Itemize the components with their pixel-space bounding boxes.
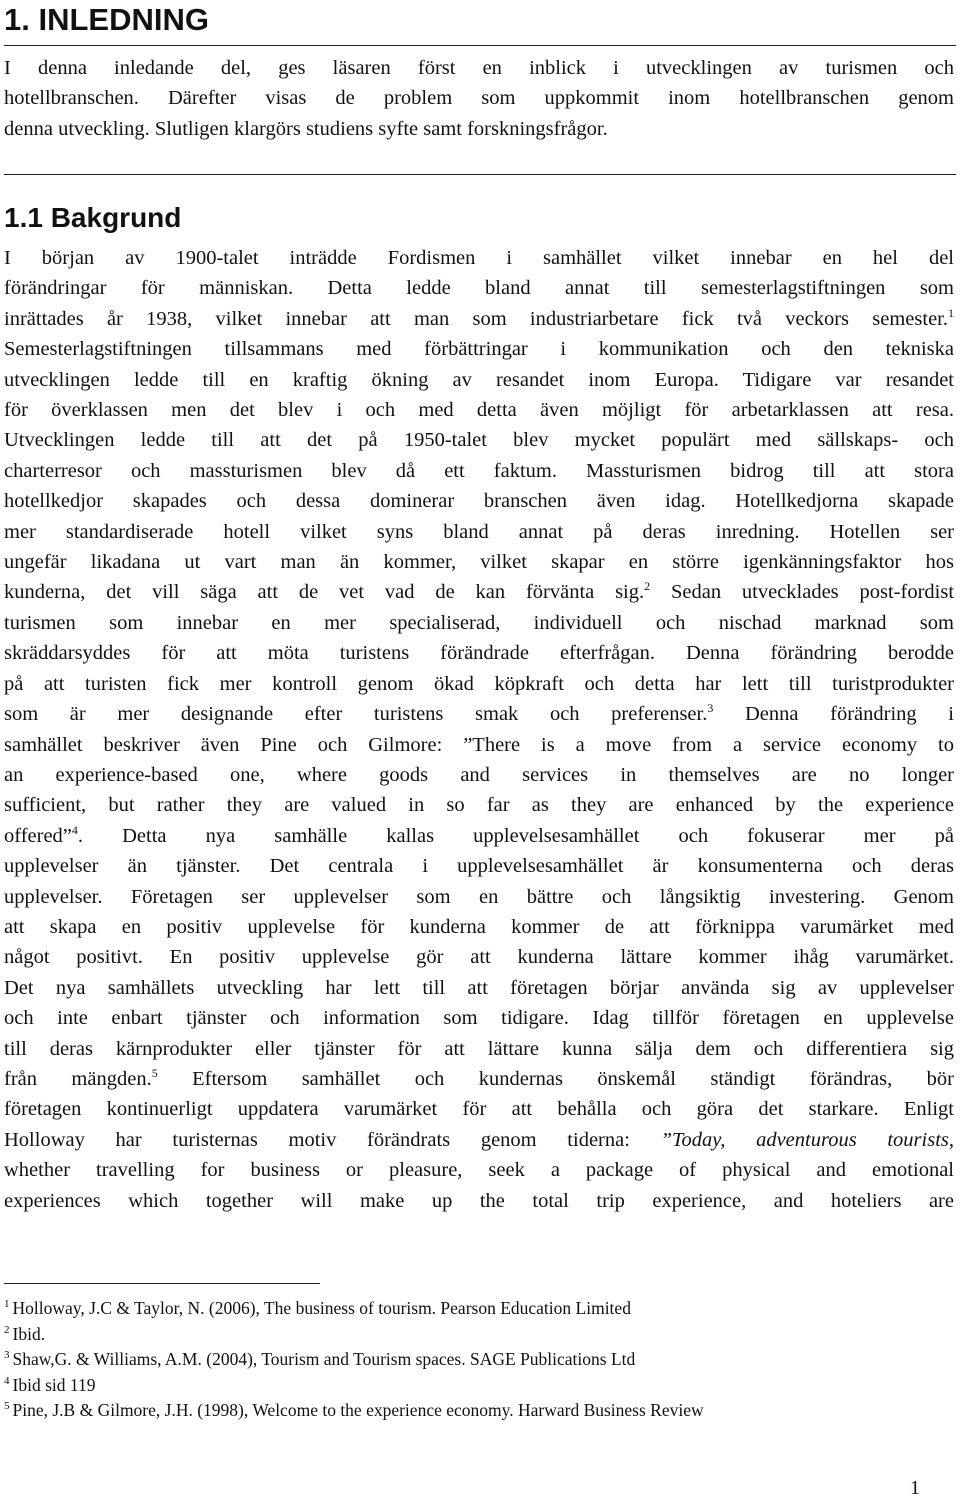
footnote: $^2$ Ibid. [4,1323,46,1344]
section-heading: 1.1 Bakgrund [4,202,182,233]
text-line: skräddarsyddes för att möta turistens förändrade efterfrågan. Denna förändring berodde [4,642,954,665]
text-line: något positivt. En positiv upplevelse gör att kunderna lättare kommer ihåg varumärket. [4,946,954,969]
footnote-ref[interactable]: 4 [71,822,78,837]
text-line: och inte enbart tjänster och information som tidigare. Idag tillför företagen en upplevelse [4,1007,954,1030]
text-line: för överklassen men det blev i och med detta även möjligt för arbetarklassen att resa. [4,399,954,422]
text-line: på att turisten fick mer kontroll genom ökad köpkraft och detta har lett till turistprodukter [4,672,954,695]
text-line: förändringar för människan. Detta ledde bland annat till semesterlagstiftningen som [4,277,954,300]
text-line: I början av 1900-talet inträdde Fordismen i samhället vilket innebar en hel del [4,247,954,269]
section-rule [4,174,956,175]
text-line: att skapa en positiv upplevelse för kunderna kommer de att förknippa varumärket med [4,915,954,938]
text-line: från mängden.$^5$ Eftersom samhället och kundernas önskemål ständigt förändras, bör [4,1065,955,1090]
text-line: mer standardiserade hotell vilket syns bland annat på deras inredning. Hotellen ser [4,520,954,543]
footnote: $^4$ Ibid sid 119 [4,1374,96,1395]
text-line: företagen kontinuerligt uppdatera varumärket för att behålla och göra det starkare. Enligt [4,1098,954,1121]
text-line: offered”$^4$. Detta nya samhälle kallas upplevelsesamhället och fokuserar mer på [4,822,954,847]
text-line: denna utveckling. Slutligen klargörs studiens syfte samt forskningsfrågor. [4,117,608,140]
text-line: experiences which together will make up the total trip experience, and hoteliers are [4,1189,954,1212]
body-paragraph [4,243,954,1216]
text-line: hotellkedjor skapades och dessa dominerar branschen även idag. Hotellkedjorna skapade [4,490,954,513]
text-line: turismen som innebar en mer specialiserad, individuell och nischad marknad som [4,611,954,634]
text-line: utvecklingen ledde till en kraftig ökning av resandet inom Europa. Tidigare var resandet [4,368,954,391]
text-line: sufficient, but rather they are valued in so far as they are enhanced by the experience [4,794,954,817]
footnote-ref[interactable]: 2 [644,579,651,594]
text-line: Det nya samhällets utveckling har lett till att företagen börjar använda sig av upplevelser [4,976,954,999]
text-line: som är mer designande efter turistens smak och preferenser.$^3$ Denna förändring i [4,701,954,726]
footnote-ref[interactable]: 5 [151,1065,158,1080]
text-line: inrättades år 1938, vilket innebar att man som industriarbetare fick två veckors semester.$^1$ [4,305,954,330]
chapter-heading: 1. INLEDNING [4,2,209,37]
text-line: ungefär likadana ut vart man än kommer, vilket skapar en större igenkänningsfaktor hos [4,551,954,574]
text-line: charterresor och massturismen blev då ett faktum. Massturismen bidrog till att stora [4,459,954,482]
quote-text: ”Today, adventurous tourists, [660,1128,955,1151]
text-line: Holloway har turisternas motiv förändrats genom tiderna: ”Today, adventurous tourists, [4,1128,955,1151]
text-line: upplevelser. Företagen ser upplevelser som en bättre och långsiktig investering. Genom [4,885,954,908]
footnote: $^5$ Pine, J.B & Gilmore, J.H. (1998), Welcome to the experience economy. Harward Business Review [4,1400,704,1420]
footnote: $^1$ Holloway, J.C & Taylor, N. (2006), The business of tourism. Pearson Education Limited [4,1298,631,1318]
text-line: an experience-based one, where goods and services in themselves are no longer [4,763,954,786]
text-line: Semesterlagstiftningen tillsammans med förbättringar i kommunikation och den tekniska [4,338,954,361]
footnote-separator [4,1283,320,1284]
text-line: I denna inledande del, ges läsaren först en inblick i utvecklingen av turismen och [4,57,954,79]
footnote: $^3$ Shaw,G. & Williams, A.M. (2004), Tourism and Tourism spaces. SAGE Publications Ltd [4,1349,636,1369]
page-number: 1 [910,1477,920,1499]
text-line: till deras kärnprodukter eller tjänster för att lättare kunna sälja dem och differentiera sig [4,1037,954,1060]
heading-rule [4,45,956,46]
footnote-list [4,1296,704,1424]
footnote-ref[interactable]: 3 [707,701,714,716]
text-line: hotellbranschen. Därefter visas de problem som uppkommit inom hotellbranschen genom [4,87,954,110]
text-line: samhället beskriver även Pine och Gilmore: ”There is a move from a service economy to [4,733,954,756]
text-line: kunderna, det vill säga att de vet vad de kan förvänta sig.$^2$ Sedan utvecklades post-fordist [4,579,955,604]
text-line: upplevelser än tjänster. Det centrala i upplevelsesamhället är konsumenterna och deras [4,855,954,878]
footnote-ref[interactable]: 1 [948,305,954,320]
text-line: whether travelling for business or pleasure, seek a package of physical and emotional [4,1159,954,1182]
text-line: Utvecklingen ledde till att det på 1950-talet blev mycket populärt med sällskaps- och [4,429,954,452]
intro-paragraph [4,53,954,144]
